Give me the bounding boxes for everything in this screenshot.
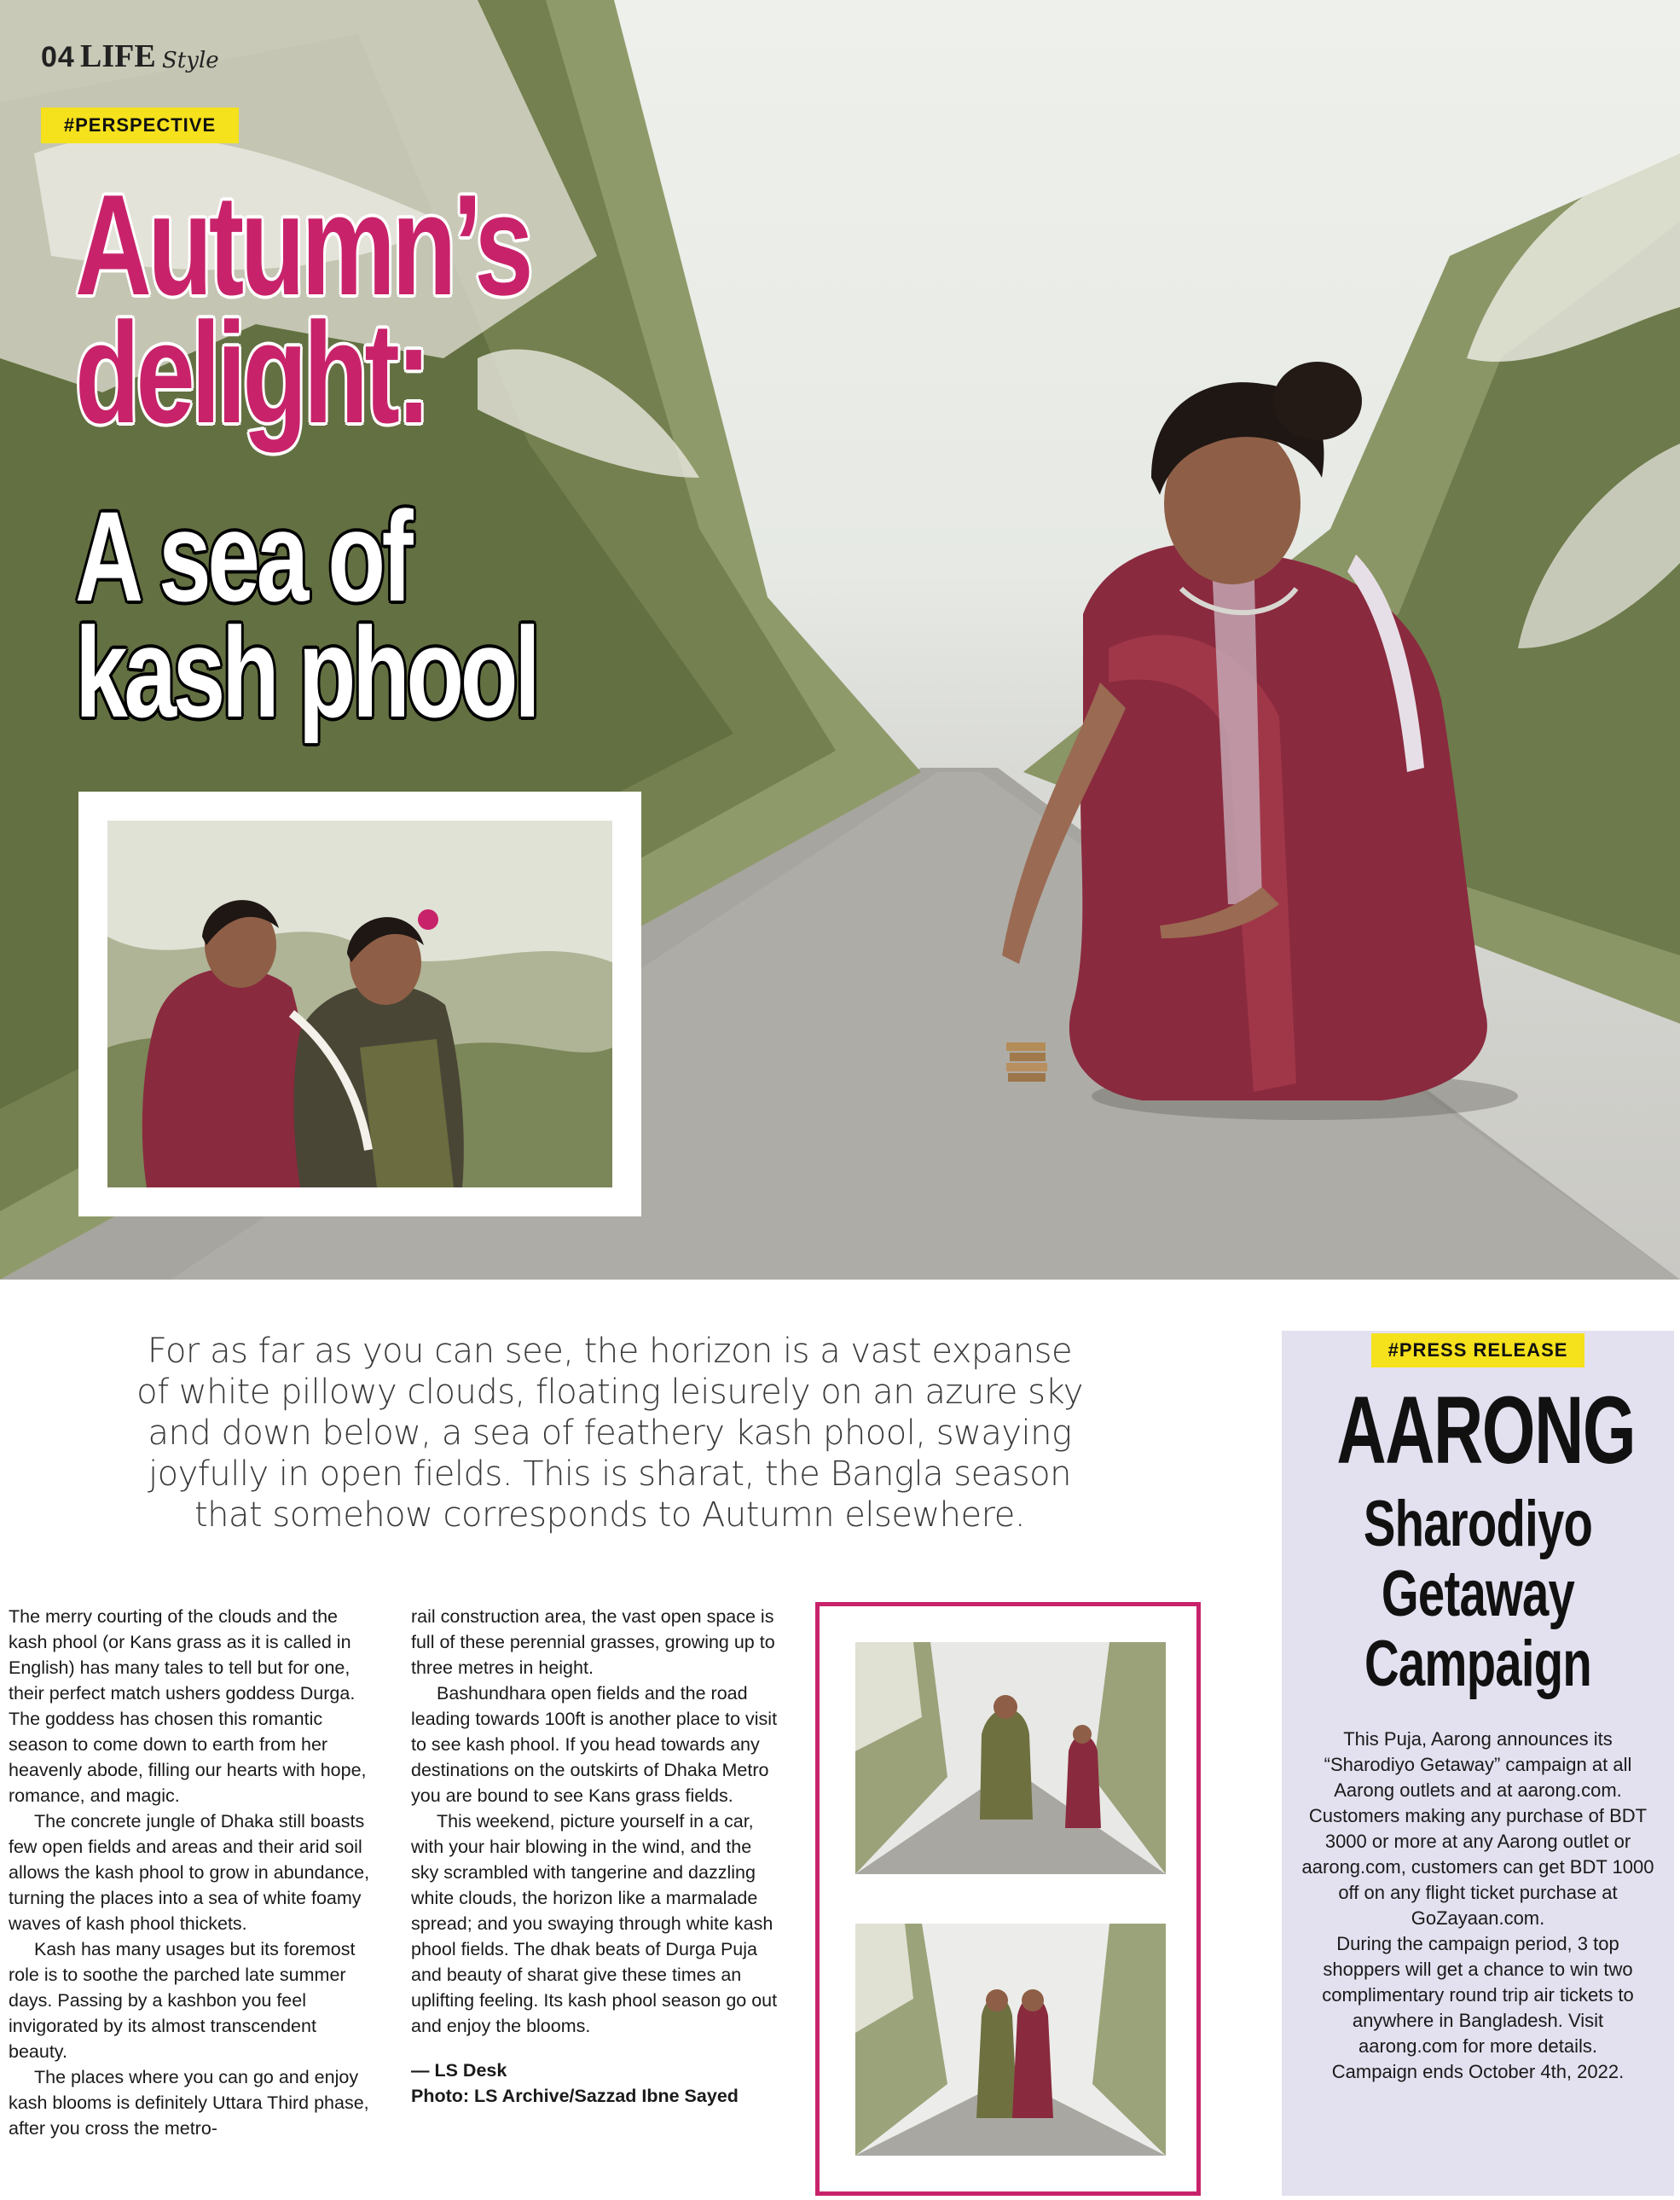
press-release-title [1333, 1489, 1623, 1699]
article-paragraph: Kash has many usages but its foremost role is to soothe the parched late summer days. Passing by a kashbon you feel invigorated by its almost transcendent beauty. [9, 1939, 356, 2062]
magazine-logo: LIFE [80, 38, 156, 74]
inset-photo [78, 792, 641, 1216]
inset-photo-illustration [78, 792, 641, 1216]
press-release-body [1301, 1727, 1655, 2085]
press-release-title-line: Sharodiyo [1363, 1488, 1593, 1560]
article-paragraph: The places where you can go and enjoy kash blooms is definitely Uttara Third phase, after you cross the metro- [9, 2067, 369, 2139]
press-release-paragraph: This Puja, Aarong announces its “Sharodiyo Getaway” campaign at all Aarong outlets and at aarong.com. Customers making any purchase of BDT 3000 or more at any Aarong outlet or aarong.com, customers can get BDT 1000 off on any flight ticket purchase at GoZayaan.com. [1301, 1728, 1654, 1929]
headline-line-2: delight: [75, 293, 428, 453]
headline-line-4: kash phool [75, 601, 537, 744]
press-release-paragraph: During the campaign period, 3 top shoppers will get a chance to win two complimentary round trip air tickets to anywhere in Bangladesh. Visit aarong.com for more details. [1322, 1933, 1634, 2057]
byline: — LS Desk [411, 2060, 507, 2081]
intro-paragraph: For as far as you can see, the horizon is a vast expanse of white pillowy clouds, floating leisurely on an azure sky and down below, a sea of feathery kash phool, swaying joyfully in open fields. This is sharat, the Bangla season that somehow corresponds to Autumn elsewhere. [136, 1332, 1083, 1535]
press-release-tag: #PRESS RELEASE [1371, 1333, 1584, 1367]
press-release-brand: AARONG [1336, 1377, 1636, 1483]
article-paragraph: rail construction area, the vast open space is full of these perennial grasses, growing up to three metres in height. [411, 1606, 775, 1678]
article-column-2 [411, 1604, 779, 2109]
perspective-tag: #PERSPECTIVE [41, 107, 239, 143]
magazine-logo-script: Style [162, 48, 219, 73]
article-paragraph: This weekend, picture yourself in a car, with your hair blowing in the wind, and the sky scrambled with tangerine and dazzling white clouds, the horizon like a marmalade spread; and you swaying through white kash phool fields. The dhak beats of Durga Puja and beauty of sharat give these times an uplifting feeling. Its kash phool season go out and enjoy the blooms. [411, 1811, 778, 2036]
photo-box [815, 1602, 1201, 2196]
photo-box-images [820, 1606, 1196, 2191]
press-release-sidebar [1282, 1331, 1674, 2196]
press-release-title-line: Campaign [1364, 1628, 1591, 1700]
article-column-1 [9, 1604, 377, 2141]
headline-line-1: Autumn’s [75, 165, 530, 325]
page-number: 04 [41, 41, 75, 73]
article-paragraph: Bashundhara open fields and the road leading towards 100ft is another place to visit to see kash phool. If you head towards any destinations on the outskirts of Dhaka Metro you are bound to see Kans grass fields. [411, 1683, 778, 1806]
article-paragraph: The merry courting of the clouds and the kash phool (or Kans grass as it is called in English) has many tales to tell but for one, their perfect match ushers goddess Durga. The goddess has chosen this romantic season to come down to earth from her heavenly abode, filling our hearts with hope, romance, and magic. [9, 1606, 367, 1806]
headline-line-3: A sea of [75, 485, 410, 628]
photo-credit: Photo: LS Archive/Sazzad Ibne Sayed [411, 2086, 739, 2106]
article-paragraph: The concrete jungle of Dhaka still boasts few open fields and areas and their arid soil allows the kash phool to grow in abundance, turning the places into a sea of white foamy waves of kash phool thickets. [9, 1811, 370, 1934]
press-release-title-line: Getaway [1381, 1558, 1575, 1630]
press-release-paragraph: Campaign ends October 4th, 2022. [1331, 2061, 1625, 2082]
